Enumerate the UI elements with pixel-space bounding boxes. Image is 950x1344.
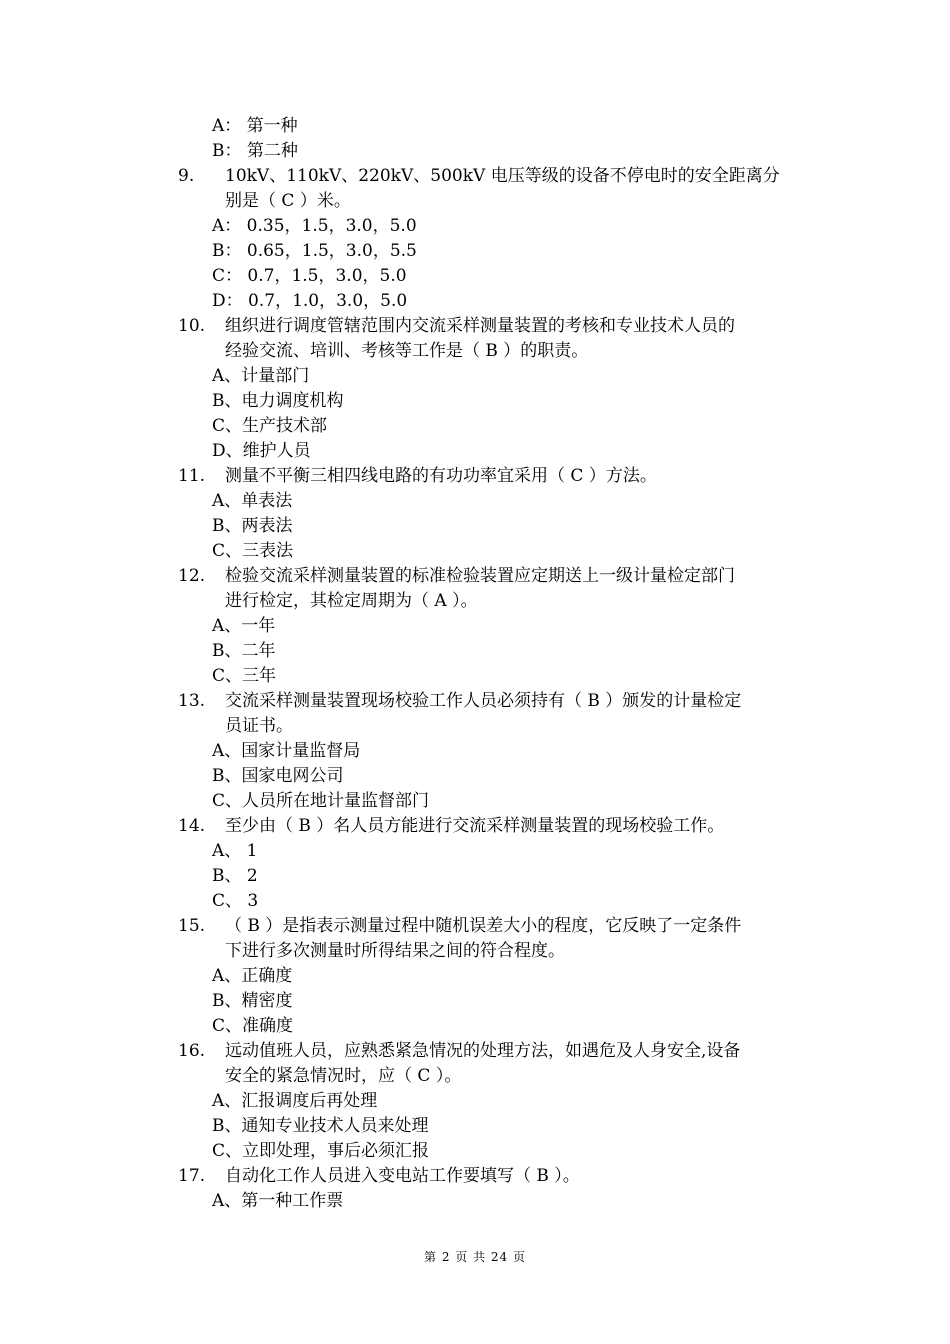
answer-option: C、准确度	[212, 1016, 294, 1036]
question-number: 16.	[178, 1041, 206, 1061]
question-number: 9.	[178, 166, 195, 186]
answer-option: B、 2	[212, 866, 258, 886]
answer-option: A： 第一种	[212, 116, 298, 136]
question-line	[0, 564, 950, 589]
question-line	[0, 164, 950, 189]
answer-option: D、维护人员	[212, 441, 311, 461]
answer-option: A、单表法	[212, 491, 293, 511]
answer-option: C： 0.7，1.5，3.0，5.0	[212, 266, 407, 286]
question-line	[0, 914, 950, 939]
question-line	[0, 464, 950, 489]
question-number: 12.	[178, 566, 206, 586]
question-number: 17.	[178, 1166, 206, 1186]
question-text-continued: 进行检定，其检定周期为（ A ）。	[225, 591, 478, 611]
answer-option: A、 1	[212, 841, 258, 861]
question-number: 15.	[178, 916, 206, 936]
question-line	[0, 1039, 950, 1064]
question-number: 10.	[178, 316, 206, 336]
answer-option: C、立即处理，事后必须汇报	[212, 1141, 430, 1161]
question-text: 交流采样测量装置现场校验工作人员必须持有（ B ）颁发的计量检定	[225, 691, 742, 711]
answer-option: B、精密度	[212, 991, 293, 1011]
answer-option: B、两表法	[212, 516, 293, 536]
answer-option: A、国家计量监督局	[212, 741, 361, 761]
question-line	[0, 689, 950, 714]
question-text-continued: 下进行多次测量时所得结果之间的符合程度。	[225, 941, 565, 961]
answer-option: C、 3	[212, 891, 259, 911]
answer-option: C、生产技术部	[212, 416, 328, 436]
question-text-continued: 经验交流、培训、考核等工作是（ B ）的职责。	[225, 341, 589, 361]
question-number: 11.	[178, 466, 206, 486]
answer-option: B、二年	[212, 641, 276, 661]
question-number: 14.	[178, 816, 206, 836]
question-line	[0, 1164, 950, 1189]
answer-option: B： 第二种	[212, 141, 298, 161]
question-text: 自动化工作人员进入变电站工作要填写（ B ）。	[225, 1166, 580, 1186]
answer-option: B： 0.65，1.5，3.0，5.5	[212, 241, 417, 261]
question-text: 组织进行调度管辖范围内交流采样测量装置的考核和专业技术人员的	[225, 316, 735, 336]
page-footer: 第 2 页 共 24 页	[424, 1250, 526, 1264]
answer-option: A、第一种工作票	[212, 1191, 344, 1211]
answer-option: A、一年	[212, 616, 276, 636]
question-text: 远动值班人员，应熟悉紧急情况的处理方法，如遇危及人身安全,设备	[225, 1041, 741, 1061]
answer-option: D： 0.7，1.0，3.0，5.0	[212, 291, 408, 311]
question-text-continued: 安全的紧急情况时，应（ C ）。	[225, 1066, 462, 1086]
answer-option: C、人员所在地计量监督部门	[212, 791, 430, 811]
answer-option: A、计量部门	[212, 366, 310, 386]
answer-option: A、正确度	[212, 966, 293, 986]
question-text-continued: 员证书。	[225, 716, 293, 736]
answer-option: B、通知专业技术人员来处理	[212, 1116, 429, 1136]
question-text: （ B ）是指表示测量过程中随机误差大小的程度，它反映了一定条件	[225, 916, 742, 936]
answer-option: B、国家电网公司	[212, 766, 344, 786]
question-text: 检验交流采样测量装置的标准检验装置应定期送上一级计量检定部门	[225, 566, 735, 586]
question-text: 测量不平衡三相四线电路的有功功率宜采用（ C ）方法。	[225, 466, 657, 486]
question-text: 至少由（ B ）名人员方能进行交流采样测量装置的现场校验工作。	[225, 816, 725, 836]
question-line	[0, 314, 950, 339]
answer-option: A、汇报调度后再处理	[212, 1091, 378, 1111]
answer-option: C、三表法	[212, 541, 294, 561]
question-text-continued: 别是（ C ）米。	[225, 191, 351, 211]
question-text: 10kV、110kV、220kV、500kV 电压等级的设备不停电时的安全距离分	[225, 166, 780, 186]
answer-option: C、三年	[212, 666, 277, 686]
question-list	[0, 114, 950, 1214]
answer-option: B、电力调度机构	[212, 391, 344, 411]
answer-option: A： 0.35，1.5，3.0，5.0	[212, 216, 417, 236]
question-number: 13.	[178, 691, 206, 711]
question-line	[0, 814, 950, 839]
